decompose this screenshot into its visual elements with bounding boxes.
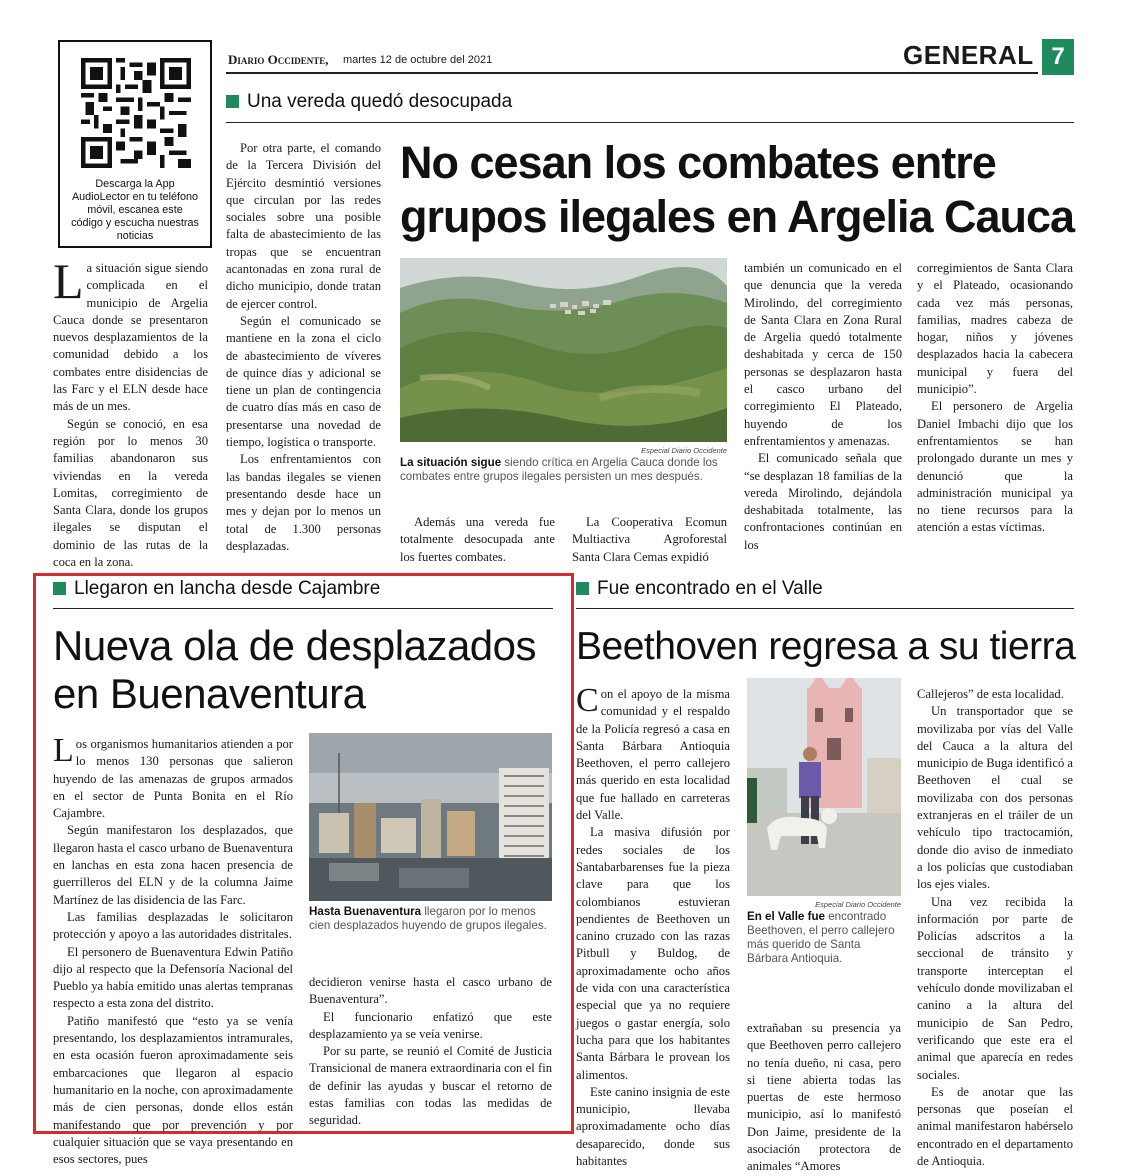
story3-caption-text: encontrado Beethoven, el perro callejero más querido de Santa Bárbara Antioquia. — [747, 910, 895, 965]
story1-p9: El personero de Argelia Daniel Imbachi dijo que los enfrentamientos se han prolongado durante un mes y denunció que la administración municipal ya no tiene recursos para la atención a estas víctimas. — [917, 399, 1073, 535]
story3-col2 — [747, 1020, 901, 1176]
story2-headline-line2: en Buenaventura — [53, 670, 366, 717]
story2-col1 — [53, 732, 293, 1168]
story3-p5: Callejeros” de esta localidad. — [917, 687, 1064, 701]
story3-p7: Una vez recibida la información por parte de Policías adscritos a la seccional de tránsito y transporte interceptan el vehículo donde movilizaban el canino a la altura del municipio de San Pedro, verificando que este era el animal que aparecía en redes sociales. — [917, 894, 1073, 1082]
story1-p5: Los enfrentamientos con las bandas ilegales se vienen presentando desde hace un mes y dejan por lo menos un total de 1.300 personas desplazadas. — [226, 452, 381, 553]
story1-p3: Por otra parte, el comando de la Tercera División del Ejército desmintió versiones que circulan por las redes sociales sobre una posible falta de abastecimiento de las tropas que se encuentran acantonadas en zona rural de dicho municipio, donde tratan de ejercer control. — [226, 141, 381, 311]
story2-headline-line1: Nueva ola de desplazados — [53, 622, 537, 669]
story1-dropcap: L — [53, 253, 84, 309]
story1-kicker-rule — [226, 122, 1074, 123]
story3-dropcap: C — [576, 682, 599, 719]
story2-p3: Las familias desplazadas le solicitaron protección y apoyo a las autoridades distritales. — [53, 909, 293, 942]
story3-p1: on el apoyo de la misma comunidad y el respaldo de la Policía regresó a casa en Santa Bárbara Antioquia Beethoven, el perro callejero más querido en esta localidad que fue hallado en carreteras del Valle. — [576, 687, 730, 823]
story3-p2: La masiva difusión por redes sociales de los Santabarbarenses fue la pieza clave para que los colombianos estuvieran pendientes de Beethoven un canino cruzado con las razas Pitbull y Buldog, de aproximadamente ocho años de vida con una característica especial que ya no requiere juegos o gastar energía, solo lucha para que los habitantes Santa Bárbara le provean los alimentos. — [576, 825, 730, 1082]
story1-p2: Según se conoció, en esa región por lo menos 30 familias abandonaron sus viviendas en la vereda Lomitas, corregimiento de Santa Clara, donde los grupos ilegales se disputan el dominio de las rutas de la coca en la zona. — [53, 416, 208, 570]
story2-photo — [309, 733, 552, 901]
story1-caption — [400, 456, 727, 484]
story1-p7b: también un comunicado en el que denuncia que la vereda Mirolindo, del corregimiento de Santa Clara en Zona Rural de Argelia quedó totalmente deshabitada y cerca de 150 personas se desplazaron hasta el casco urbano del corregimiento El Plateado, huyendo de los enfrentamientos y amenazas. — [744, 261, 902, 448]
story1-p6: Además una vereda fue totalmente desocupada ante los fuertes combates. — [400, 515, 555, 564]
section-title: GENERAL — [903, 40, 1034, 70]
story1-col3 — [400, 514, 555, 566]
story3-photo — [747, 678, 901, 896]
story1-col1 — [53, 253, 208, 571]
story2-kicker-text: Llegaron en lancha desde Cajambre — [74, 578, 381, 599]
story3-headline: Beethoven regresa a su tierra — [576, 625, 1076, 668]
story3-caption-bold: En el Valle fue — [747, 910, 825, 923]
story1-col5 — [744, 260, 902, 554]
story1-kicker-text: Una vereda quedó desocupada — [247, 91, 513, 112]
story1-caption-bold: La situación sigue — [400, 456, 502, 469]
city-skyline-image — [309, 733, 552, 901]
story3-col3 — [917, 686, 1073, 1170]
kicker-square-icon — [53, 582, 66, 595]
kicker-square-icon — [226, 95, 239, 108]
story2-dropcap: L — [53, 732, 74, 769]
story1-p1: a situación sigue siendo complicada en el municipio de Argelia Cauca donde se presentaron nuevos desplazamientos de la comunidad debido a los combates entre disidencias de las Farc y el ELN desde hace más de un mes. — [53, 261, 208, 414]
story3-p6: Un transportador que se movilizaba por vías del Valle del Cauca a la altura del municipio de Buga identificó a Beethoven el cual se movilizaba con dos personas extranjeras en el tráiler de un vehículo tipo tractocamión, donde dio aviso de inmediato a los policías que custodiaban los ejes viales. — [917, 704, 1073, 892]
story1-col6 — [917, 260, 1073, 537]
qr-box — [58, 40, 212, 248]
story1-p8: El comunicado señala que “se desplazan 18 familias de la vereda Mirolindo, dejándola deshabitada totalmente, las confrontaciones continúan en los — [744, 451, 902, 552]
story1-col2 — [226, 140, 381, 555]
story1-headline-line2: grupos ilegales en Argelia Cauca — [400, 191, 1075, 242]
story3-kicker — [576, 578, 823, 600]
story3-photo-credit: Especial Diario Occidente — [815, 900, 901, 909]
story2-caption-bold: Hasta Buenaventura — [309, 905, 422, 918]
story3-p4: extrañaban su presencia ya que Beethoven perro callejero no tenía dueño, ni casa, pero si tiene abierta todas las puertas de este hermoso municipio, así lo manifestó Don Jaime, presidente de la asociación protectora de animales “Amores — [747, 1021, 901, 1174]
story2-p4: El personero de Buenaventura Edwin Patiño dijo al respecto que la Defensoría Nacional del Pueblo ya había emitido unas alertas tempranas respecto a esta zona del distrito. — [53, 944, 293, 1011]
story3-kicker-rule — [576, 608, 1074, 609]
masthead-date: martes 12 de octubre del 2021 — [343, 54, 493, 66]
story2-p8: Por su parte, se reunió el Comité de Justicia Transicional de manera extraordinaria con el fin de definir las ayudas y buscar el retorno de estas familias con todas las medidas de seguridad. — [309, 1044, 552, 1128]
qr-code-icon — [81, 58, 191, 168]
story2-caption — [309, 905, 552, 933]
story1-caption-text: siendo crítica en Argelia Cauca donde los combates entre grupos ilegales persisten un mes después. — [400, 456, 718, 483]
kicker-square-icon — [576, 582, 589, 595]
story1-p7: La Cooperativa Ecomun Multiactiva Agroforestal Santa Clara Cemas expidió — [572, 515, 727, 564]
story3-p3: Este canino insignia de este municipio, llevaba aproximadamente ocho días desaparecido, donde sus habitantes — [576, 1084, 730, 1169]
story3-col1 — [576, 682, 730, 1170]
story3-p8: Es de anotar que las personas que poseían el animal manifestaron habérselo encontrado en el departamento de Antioquia. — [917, 1084, 1073, 1169]
qr-caption: Descarga la App AudioLector en tu teléfono móvil, escanea este código y escucha nuestras noticias — [71, 178, 199, 242]
story3-caption — [747, 910, 901, 966]
story1-headline-line1: No cesan los combates entre — [400, 137, 996, 188]
story1-photo-credit: Especial Diario Occidente — [641, 446, 727, 455]
story2-p7: El funcionario enfatizó que este desplazamiento ya se veía venirse. — [309, 1009, 552, 1041]
story2-kicker-rule — [53, 608, 553, 609]
story1-kicker — [226, 91, 512, 113]
story1-photo — [400, 258, 727, 442]
story2-p6: decidieron venirse hasta el casco urbano de Buenaventura”. — [309, 975, 552, 1007]
page-number: 7 — [1042, 39, 1074, 75]
story2-p5: Patiño manifestó que “esto ya se venía presentando, los desplazamientos intramurales, en esta ocasión fueron aproximadamente seis embarcaciones que llegaron al espacio humanitario en la noche, con aproximadamente más de cien personas, donde ellos están manifestando que por prevención y por cualquier situación que se vaya presentando en esos sectores, pues — [53, 1013, 293, 1167]
man-with-dog-image — [747, 678, 901, 896]
masthead-paper: Diario Occidente, — [228, 52, 329, 67]
story3-kicker-text: Fue encontrado en el Valle — [597, 578, 823, 599]
mountain-landscape-image — [400, 258, 727, 442]
story2-headline — [53, 622, 536, 718]
story2-col2 — [309, 974, 552, 1130]
story2-kicker — [53, 578, 380, 600]
story2-caption-text: llegaron por lo menos cien desplazados huyendo de grupos ilegales. — [309, 905, 547, 932]
story2-p2: Según manifestaron los desplazados, que llegaron hasta el casco urbano de Buenaventura en lanchas en esta zona hacen presencia de guerrilleros del ELN y de la columna Jaime Martínez de las disidencia de las Farc. — [53, 823, 293, 907]
story1-p8b: corregimientos de Santa Clara y el Plateado, ocasionando cada vez más personas, familias, madres cabeza de hogar, niños y jóvenes desplazados hacia la cabecera municipal y fuera del municipio”. — [917, 261, 1073, 397]
story2-p1: os organismos humanitarios atienden a por lo menos 130 personas que salieron huyendo de las amenazas de grupos armados en el sector de Punta Bonita en el Río Cajambre. — [53, 737, 293, 821]
story1-col4 — [572, 514, 727, 566]
story1-p4: Según el comunicado se mantiene en la zona el ciclo de abastecimiento de víveres de quince días y adicional se tiene un plan de contingencia de cuatro días más en caso de presentarse una novedad de tiempo, logística o transporte. — [226, 313, 381, 450]
masthead-rule — [226, 72, 1038, 74]
story1-headline — [400, 136, 1074, 244]
